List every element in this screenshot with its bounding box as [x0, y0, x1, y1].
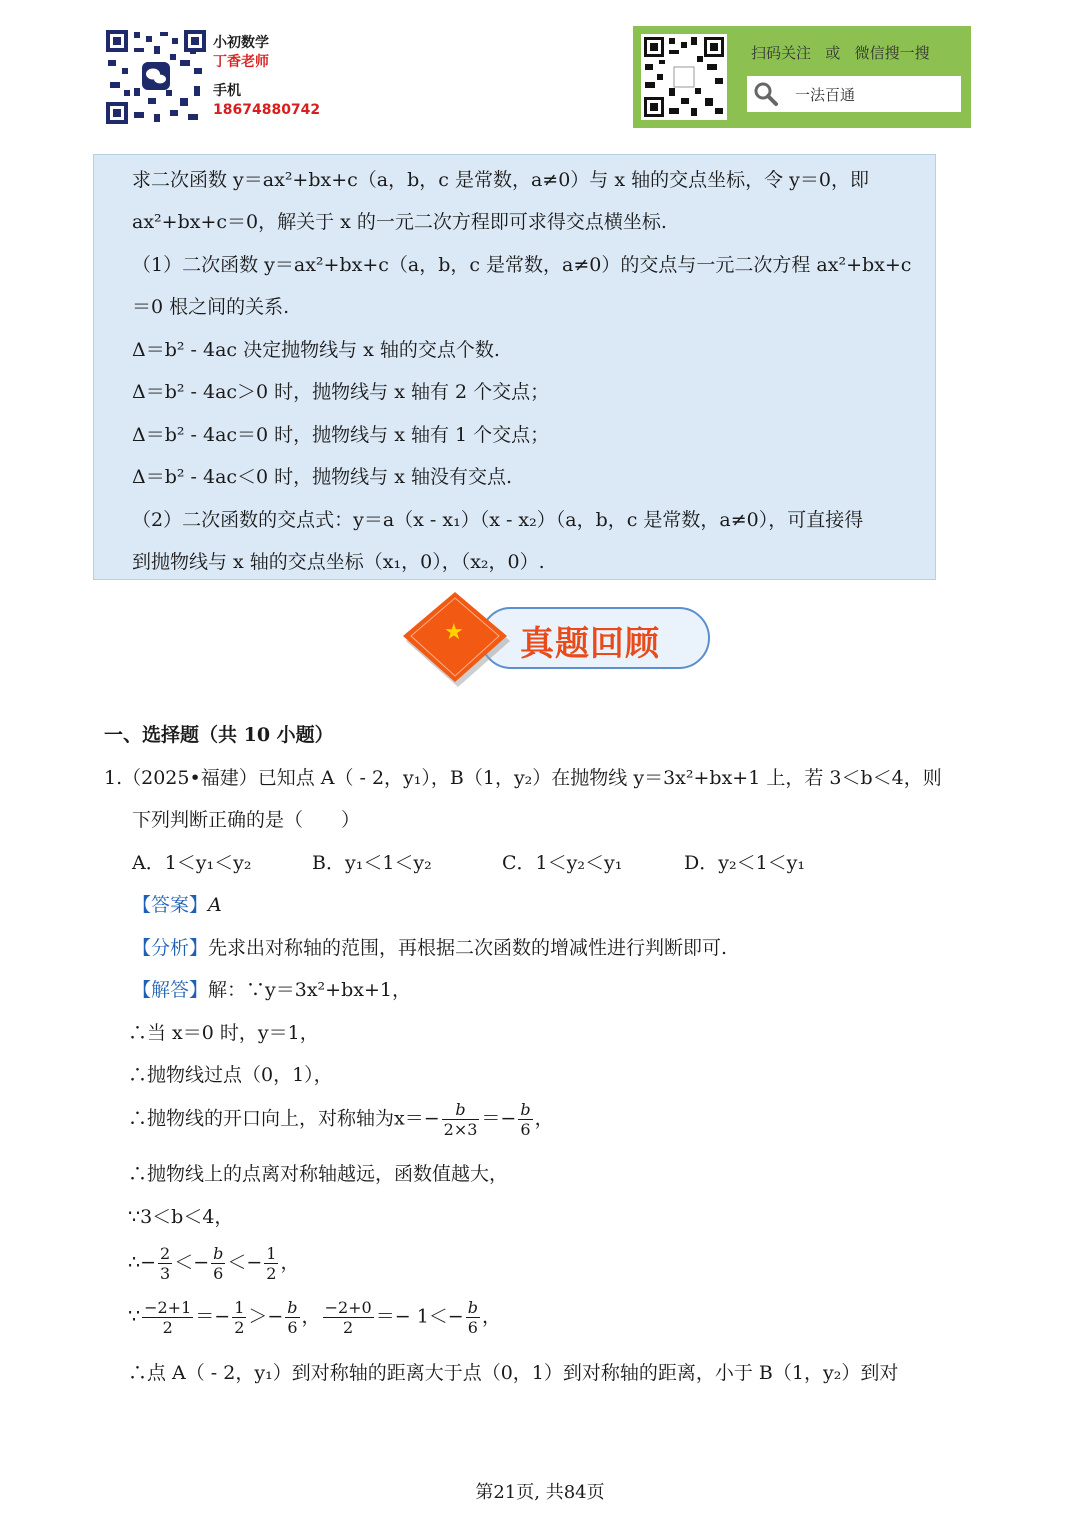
- answer-tag: 【答案】: [132, 894, 209, 916]
- knowledge-line: Δ＝b² - 4ac＝0 时，抛物线与 x 轴有 1 个交点；: [132, 424, 550, 446]
- question-stem: 1.（2025•福建）已知点 A（ - 2，y₁），B（1，y₂）在抛物线 y＝3x²+bx+1 上，若 3＜b＜4，则: [104, 767, 942, 789]
- contact-phone: 18674880742: [213, 102, 321, 118]
- knowledge-line: ＝0 根之间的关系.: [132, 296, 290, 318]
- search-icon: [753, 81, 779, 107]
- solution-step-range: ∴− $\frac{2}{3}$ ＜− $\frac{b}{6}$ ＜− $\frac{1}{2}$ ，: [128, 1244, 300, 1283]
- step-text: ＝−: [481, 1107, 517, 1130]
- contact-teacher: 丁香老师: [213, 54, 269, 70]
- fraction: $\frac{1}{2}$: [234, 1298, 245, 1337]
- knowledge-line: （2）二次函数的交点式：y＝a（x - x₁）（x - x₂）（a，b，c 是常数，a≠0），可直接得: [132, 509, 864, 531]
- knowledge-line: Δ＝b² - 4ac 决定抛物线与 x 轴的交点个数.: [132, 339, 500, 361]
- search-keyword: 一法百通: [795, 86, 856, 104]
- contact-phone-label: 手机: [213, 83, 241, 99]
- contact-info: [213, 34, 320, 120]
- option-d: D．y₂＜1＜y₁: [684, 852, 806, 874]
- star-icon: ★: [444, 620, 464, 645]
- solution-step-axis: ∴抛物线的开口向上，对称轴为x＝− $\frac{b}{2\times 3}$ ＝− $\frac{b}{6}$ ，: [128, 1100, 554, 1139]
- analysis-tag: 【分析】: [132, 937, 209, 959]
- option-b: B．y₁＜1＜y₂: [312, 852, 432, 874]
- solution-step-compare: ∵ $\frac{-2+1}{2}$ ＝− $\frac{1}{2}$ ＞− $\frac{b}{6}$ ， $\frac{-2+0}{2}$ ＝− 1＜− $\frac{b}{6}$ ，: [128, 1298, 501, 1337]
- knowledge-line: （1）二次函数 y＝ax²+bx+c（a，b，c 是常数，a≠0）的交点与一元二次方程 ax²+bx+c: [132, 254, 912, 276]
- option-c: C．1＜y₂＜y₁: [502, 852, 623, 874]
- banner-title: 真题回顾: [520, 624, 660, 664]
- fraction: $\frac{2}{3}$: [160, 1244, 171, 1283]
- question-stem-cont: 下列判断正确的是（ ）: [132, 809, 361, 831]
- fraction: $\frac{b}{6}$: [287, 1298, 298, 1337]
- fraction: $\frac{b}{6}$: [467, 1298, 478, 1337]
- solution-line: [132, 975, 411, 1002]
- fraction: $\frac{-2+1}{2}$: [144, 1298, 192, 1337]
- follow-instruction: 扫码关注 或 微信搜一搜: [751, 44, 930, 62]
- analysis-text: 先求出对称轴的范围，再根据二次函数的增减性进行判断即可.: [208, 937, 728, 959]
- knowledge-line: 求二次函数 y＝ax²+bx+c（a，b，c 是常数，a≠0）与 x 轴的交点坐标，令 y＝0，即: [132, 169, 869, 191]
- wechat-qr-code: [104, 28, 208, 126]
- wechat-search-box[interactable]: [747, 76, 961, 112]
- fraction: $\frac{b}{2\times 3}$: [443, 1100, 478, 1139]
- fraction: $\frac{b}{6}$: [520, 1100, 531, 1139]
- option-a: A．1＜y₁＜y₂: [132, 852, 252, 874]
- solution-tag: 【解答】: [132, 979, 209, 1001]
- knowledge-line: Δ＝b² - 4ac＜0 时，抛物线与 x 轴没有交点.: [132, 466, 513, 488]
- page-number: 第21页, 共84页: [475, 1482, 605, 1503]
- analysis-line: [132, 933, 727, 960]
- solution-step: ∵3＜b＜4，: [128, 1206, 234, 1228]
- fraction: $\frac{1}{2}$: [266, 1244, 277, 1283]
- step-text: ∴抛物线的开口向上，对称轴为x＝−: [128, 1107, 440, 1130]
- solution-step: ∴当 x＝0 时，y＝1，: [128, 1022, 319, 1044]
- knowledge-line: Δ＝b² - 4ac＞0 时，抛物线与 x 轴有 2 个交点；: [132, 381, 550, 403]
- solution-text: 解：∵y＝3x²+bx+1，: [208, 979, 411, 1001]
- knowledge-line: ax²+bx+c＝0，解关于 x 的一元二次方程即可求得交点横坐标.: [132, 211, 667, 233]
- contact-line-1: 小初数学: [213, 35, 269, 51]
- solution-step: ∴点 A（ - 2，y₁）到对称轴的距离大于点（0，1）到对称轴的距离，小于 B（1，y₂）到对: [128, 1362, 899, 1384]
- answer-line: [132, 890, 222, 917]
- fraction: $\frac{b}{6}$: [213, 1244, 224, 1283]
- knowledge-line: 到抛物线与 x 轴的交点坐标（x₁，0），（x₂，0）.: [132, 551, 545, 573]
- section-title: 一、选择题（共 10 小题）: [104, 724, 334, 746]
- solution-step: ∴抛物线过点（0，1），: [128, 1064, 333, 1086]
- follow-banner: [633, 26, 971, 128]
- fraction: $\frac{-2+0}{2}$: [324, 1298, 372, 1337]
- account-qr-code: [641, 34, 727, 120]
- solution-step: ∴抛物线上的点离对称轴越远，函数值越大，: [128, 1163, 509, 1185]
- knowledge-summary-box: [93, 154, 936, 580]
- answer-value: A: [208, 894, 222, 916]
